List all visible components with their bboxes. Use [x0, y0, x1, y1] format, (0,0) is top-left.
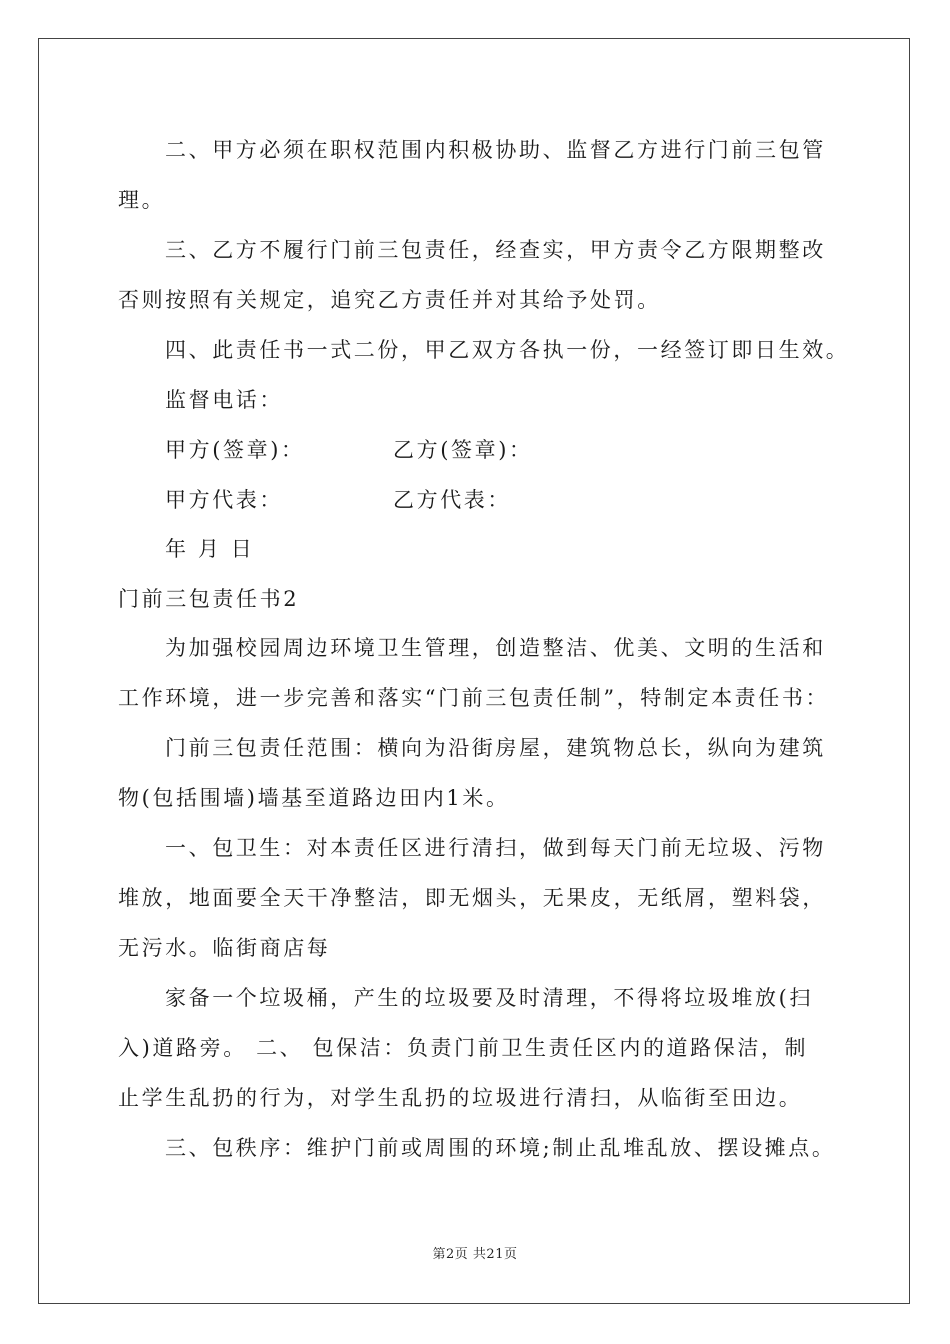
supervision-phone-label: 监督电话： — [165, 388, 283, 412]
party-a-rep-label: 甲方代表： — [165, 488, 283, 512]
paragraph-line: 理。 — [118, 188, 166, 212]
paragraph-line: 止学生乱扔的行为，对学生乱扔的垃圾进行清扫，从临街至田边。 — [118, 1086, 803, 1110]
paragraph-line: 入)道路旁。 二、 包保洁：负责门前卫生责任区内的道路保洁，制 — [118, 1036, 809, 1060]
paragraph-line: 一、包卫生：对本责任区进行清扫，做到每天门前无垃圾、污物 — [165, 836, 826, 860]
paragraph-line: 否则按照有关规定，追究乙方责任并对其给予处罚。 — [118, 288, 661, 312]
paragraph-line: 物(包括围墙)墙基至道路边田内1米。 — [118, 786, 510, 810]
paragraph-line: 无污水。临街商店每 — [118, 936, 331, 960]
paragraph-line: 门前三包责任范围：横向为沿街房屋，建筑物总长，纵向为建筑 — [165, 736, 826, 760]
paragraph-line: 三、乙方不履行门前三包责任，经查实，甲方责令乙方限期整改 — [165, 238, 826, 262]
paragraph-line: 堆放，地面要全天干净整洁，即无烟头，无果皮，无纸屑，塑料袋， — [118, 886, 826, 910]
paragraph-line: 工作环境，进一步完善和落实“门前三包责任制”，特制定本责任书： — [118, 686, 830, 710]
party-b-rep-label: 乙方代表： — [393, 488, 511, 512]
paragraph-line: 家备一个垃圾桶，产生的垃圾要及时清理，不得将垃圾堆放(扫 — [165, 986, 813, 1010]
party-a-seal-label: 甲方(签章)： — [165, 438, 305, 462]
paragraph-line: 二、甲方必须在职权范围内积极协助、监督乙方进行门前三包管 — [165, 138, 826, 162]
date-line: 年 月 日 — [165, 537, 255, 561]
paragraph-line: 为加强校园周边环境卫生管理，创造整洁、优美、文明的生活和 — [165, 636, 826, 660]
page-number-footer: 第2页 共21页 — [432, 1247, 518, 1262]
paragraph-line: 三、包秩序：维护门前或周围的环境;制止乱堆乱放、摆设摊点。 — [165, 1136, 836, 1160]
party-b-seal-label: 乙方(签章)： — [393, 438, 533, 462]
page-border — [38, 38, 910, 1304]
section-heading: 门前三包责任书2 — [118, 587, 300, 611]
paragraph-line: 四、此责任书一式二份，甲乙双方各执一份，一经签订即日生效。 — [165, 338, 850, 362]
